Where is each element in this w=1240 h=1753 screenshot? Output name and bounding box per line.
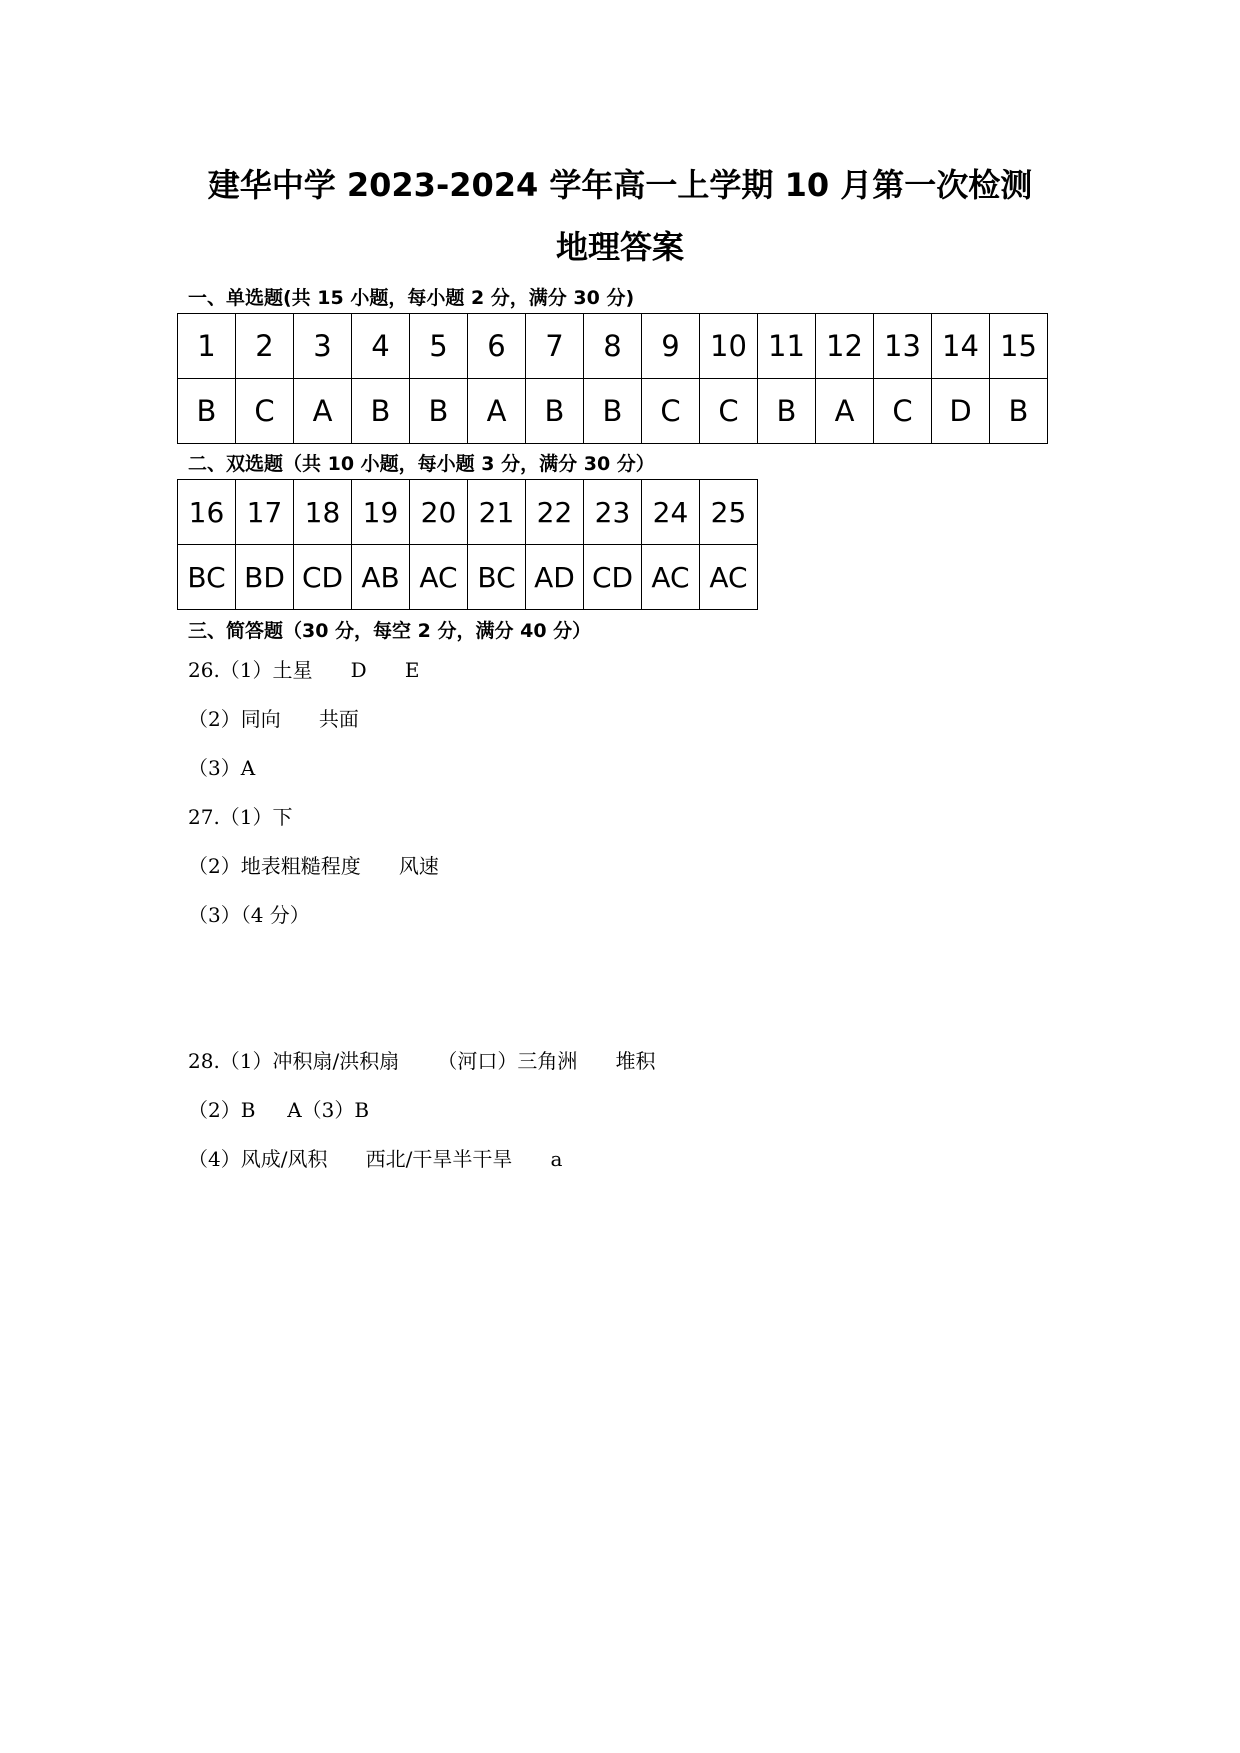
question-number: 8 xyxy=(584,314,642,379)
question-27-part-2: （2）地表粗糙程度 风速 xyxy=(188,854,439,878)
question-number: 10 xyxy=(700,314,758,379)
answer-row xyxy=(178,545,758,610)
answer-cell: A xyxy=(468,379,526,444)
question-28-part-1: 28.（1）冲积扇/洪积扇 （河口）三角洲 堆积 xyxy=(188,1049,656,1073)
answer-cell: B xyxy=(526,379,584,444)
answer-cell: B xyxy=(990,379,1048,444)
question-number: 22 xyxy=(526,480,584,545)
question-number: 16 xyxy=(178,480,236,545)
question-number: 11 xyxy=(758,314,816,379)
answer-cell: C xyxy=(700,379,758,444)
single-choice-answer-table xyxy=(177,313,1048,444)
answer-cell: BC xyxy=(468,545,526,610)
question-number: 23 xyxy=(584,480,642,545)
answer-cell: B xyxy=(352,379,410,444)
question-number: 7 xyxy=(526,314,584,379)
answer-cell: CD xyxy=(584,545,642,610)
short-answer-heading: 三、简答题（30 分，每空 2 分，满分 40 分） xyxy=(188,620,592,642)
double-choice-answer-table xyxy=(177,479,758,610)
answer-cell: CD xyxy=(294,545,352,610)
question-number: 4 xyxy=(352,314,410,379)
question-number: 14 xyxy=(932,314,990,379)
question-number: 18 xyxy=(294,480,352,545)
answer-cell: BD xyxy=(236,545,294,610)
answer-cell: D xyxy=(932,379,990,444)
answer-cell: B xyxy=(584,379,642,444)
question-26-part-2: （2）同向 共面 xyxy=(188,707,359,731)
question-28-parts-2-3: （2）B A（3）B xyxy=(188,1098,370,1122)
double-choice-heading: 二、双选题（共 10 小题，每小题 3 分，满分 30 分） xyxy=(188,453,655,475)
answer-row xyxy=(178,379,1048,444)
answer-cell: AC xyxy=(642,545,700,610)
answer-cell: AD xyxy=(526,545,584,610)
answer-cell: C xyxy=(642,379,700,444)
question-number: 9 xyxy=(642,314,700,379)
question-number: 24 xyxy=(642,480,700,545)
answer-cell: BC xyxy=(178,545,236,610)
answer-cell: B xyxy=(178,379,236,444)
question-26-part-3: （3）A xyxy=(188,756,256,780)
document-subtitle: 地理答案 xyxy=(555,228,684,266)
question-28-part-4: （4）风成/风积 西北/干旱半干旱 a xyxy=(188,1147,563,1171)
question-27-part-1: 27.（1）下 xyxy=(188,805,293,829)
answer-cell: C xyxy=(874,379,932,444)
question-number: 6 xyxy=(468,314,526,379)
question-number-row xyxy=(178,314,1048,379)
answer-cell: AC xyxy=(700,545,758,610)
question-number: 20 xyxy=(410,480,468,545)
question-number: 25 xyxy=(700,480,758,545)
question-number: 15 xyxy=(990,314,1048,379)
answer-cell: A xyxy=(294,379,352,444)
question-number: 13 xyxy=(874,314,932,379)
answer-cell: AC xyxy=(410,545,468,610)
answer-cell: B xyxy=(758,379,816,444)
question-number: 12 xyxy=(816,314,874,379)
question-number: 1 xyxy=(178,314,236,379)
answer-cell: B xyxy=(410,379,468,444)
answer-cell: AB xyxy=(352,545,410,610)
question-26-part-1: 26.（1）土星 D E xyxy=(188,658,420,682)
single-choice-heading: 一、单选题(共 15 小题，每小题 2 分，满分 30 分) xyxy=(188,287,635,309)
question-number: 17 xyxy=(236,480,294,545)
question-number: 21 xyxy=(468,480,526,545)
question-number: 19 xyxy=(352,480,410,545)
document-title: 建华中学 2023-2024 学年高一上学期 10 月第一次检测 xyxy=(207,166,1033,204)
question-number: 5 xyxy=(410,314,468,379)
question-27-part-3: （3）（4 分） xyxy=(188,903,310,927)
question-number-row xyxy=(178,480,758,545)
question-number: 3 xyxy=(294,314,352,379)
question-number: 2 xyxy=(236,314,294,379)
answer-cell: C xyxy=(236,379,294,444)
answer-cell: A xyxy=(816,379,874,444)
